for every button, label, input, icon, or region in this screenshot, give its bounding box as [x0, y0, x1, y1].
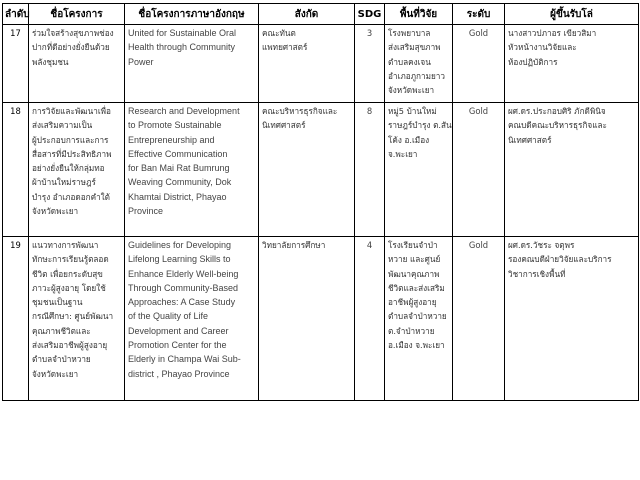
header-level: ระดับ — [453, 4, 505, 25]
project-name-line: แนวทางการพัฒนา — [32, 240, 99, 250]
affiliation — [259, 103, 355, 237]
project-name-en — [125, 103, 259, 237]
row-number: 18 — [3, 103, 29, 237]
table-row — [3, 237, 639, 401]
project-name-en-line: Effective Communication — [128, 148, 228, 159]
project-name — [29, 103, 125, 237]
header-research-area: พื้นที่วิจัย — [385, 4, 453, 25]
project-name-en-line: United for Sustainable Oral — [128, 28, 237, 38]
project-name-en-line: Through Community-Based — [128, 282, 239, 293]
recipient-line: นิเทศศาสตร์ — [508, 134, 552, 145]
project-name-line: อย่างยั่งยืนให้กลุ่มทอ — [32, 163, 105, 174]
project-name-line: ชีวิต เพื่อยกระดับสุข — [32, 268, 103, 279]
sdg-number: 3 — [355, 25, 385, 103]
affiliation-line: คณะทันต — [262, 28, 296, 38]
research-area-line: โค้ง อ.เมือง — [388, 134, 430, 145]
row-number: 17 — [3, 25, 29, 103]
project-name-en-line: Health through Community — [128, 42, 236, 53]
research-area — [385, 237, 453, 401]
project-name-en-line: Development and Career — [128, 325, 229, 336]
recipient-line: ห้องปฏิบัติการ — [508, 56, 558, 67]
affiliation-line: แพทยศาสตร์ — [262, 42, 308, 53]
sdg-number: 8 — [355, 103, 385, 237]
research-area-line: ราษฎร์บำรุง ต.สัน — [388, 120, 452, 131]
award-level: Gold — [453, 103, 505, 237]
project-name-en-line: Research and Development — [128, 106, 240, 116]
research-area — [385, 25, 453, 103]
recipient-line: ผศ.ดร.ประกอบศิริ ภักดีพินิจ — [508, 106, 606, 116]
research-area-line: ชีวิตและส่งเสริม — [388, 282, 445, 293]
affiliation-line: วิทยาลัยการศึกษา — [262, 240, 326, 250]
recipient-line: นางสาวปภาอร เขียวสิมา — [508, 28, 597, 38]
recipient-line: วิชาการเชิงพื้นที่ — [508, 268, 566, 279]
project-name-line: ภาวะผู้สูงอายุ โดยใช้ — [32, 282, 106, 293]
header-sdg: SDG — [355, 4, 385, 25]
research-area-line: อ.เมือง จ.พะเยา — [388, 340, 445, 351]
table-row — [3, 25, 639, 103]
award-level: Gold — [453, 25, 505, 103]
recipient — [505, 103, 639, 237]
project-name-en-line: Guidelines for Developing — [128, 240, 232, 250]
project-name-line: ผู้ประกอบการและการ — [32, 134, 109, 145]
research-area — [385, 103, 453, 237]
project-name-line: กรณีศึกษา: ศูนย์พัฒนา — [32, 311, 114, 322]
project-name-line: บำรุง อำเภอดอกคำใต้ — [32, 191, 111, 202]
research-area-line: อาชีพผู้สูงอายุ — [388, 297, 437, 308]
project-name-line: ผ้าบ้านใหม่ราษฎร์ — [32, 177, 96, 188]
research-area-line: หวาย และศูนย์ — [388, 254, 441, 265]
table-row — [3, 103, 639, 237]
recipient-line: หัวหน้างานวิจัยและ — [508, 42, 577, 53]
affiliation — [259, 237, 355, 401]
research-area-line: โรงพยาบาล — [388, 28, 431, 38]
recipient — [505, 25, 639, 103]
affiliation-line: คณะบริหารธุรกิจและ — [262, 106, 338, 116]
project-name-line: จังหวัดพะเยา — [32, 368, 79, 379]
project-name-en-line: Elderly in Champa Wai Sub- — [128, 354, 241, 365]
project-name-en-line: Enhance Elderly Well-being — [128, 268, 239, 279]
header-project-name-en: ชื่อโครงการภาษาอังกฤษ — [125, 4, 259, 25]
project-name-en-line: to Promote Sustainable — [128, 120, 222, 131]
research-area-line: อำเภอภูกามยาว — [388, 70, 445, 81]
sdg-number: 4 — [355, 237, 385, 401]
project-name — [29, 25, 125, 103]
header-project-name: ชื่อโครงการ — [29, 4, 125, 25]
project-name-line: ชุมชนเป็นฐาน — [32, 297, 83, 308]
research-area-line: พัฒนาคุณภาพ — [388, 268, 440, 279]
project-name-line: ส่งเสริมความเป็น — [32, 120, 93, 131]
recipient-line: คณบดีคณะบริหารธุรกิจและ — [508, 120, 607, 131]
project-name-en-line: Khamtai District, Phayao — [128, 191, 227, 202]
award-level: Gold — [453, 237, 505, 401]
project-name-en-line: Province — [128, 206, 164, 217]
project-name-en-line: of the Quality of Life — [128, 311, 209, 322]
project-name-en-line: Power — [128, 56, 154, 67]
awards-table — [2, 3, 639, 401]
research-area-line: ตำบลจำป่าหวาย — [388, 311, 447, 322]
research-area-line: โรงเรียนจำป่า — [388, 240, 438, 250]
header-affiliation: สังกัด — [259, 4, 355, 25]
research-area-line: จ.พะเยา — [388, 148, 418, 159]
research-area-line: จังหวัดพะเยา — [388, 85, 435, 96]
research-area-line: ต.จำป่าหวาย — [388, 325, 435, 336]
project-name-line: คุณภาพชีวิตและ — [32, 325, 91, 336]
affiliation-line: นิเทศศาสตร์ — [262, 120, 306, 131]
project-name — [29, 237, 125, 401]
recipient — [505, 237, 639, 401]
project-name-en — [125, 25, 259, 103]
project-name-en-line: Entrepreneurship and — [128, 134, 215, 145]
header-recipient: ผู้ขึ้นรับโล่ — [505, 4, 639, 25]
project-name-line: ร่วมใจสร้างสุขภาพช่อง — [32, 28, 114, 38]
project-name-line: พลังชุมชน — [32, 56, 69, 67]
row-number: 19 — [3, 237, 29, 401]
project-name-line: ส่งเสริมอาชีพผู้สูงอายุ — [32, 340, 108, 351]
project-name-en-line: Lifelong Learning Skills to — [128, 254, 231, 265]
project-name-line: สื่อสารที่มีประสิทธิภาพ — [32, 148, 112, 159]
recipient-line: ผศ.ดร.วัชระ จตุพร — [508, 240, 575, 250]
project-name-en-line: Weaving Community, Dok — [128, 177, 232, 188]
research-area-line: ส่งเสริมสุขภาพ — [388, 42, 441, 53]
research-area-line: หมู่5 บ้านใหม่ — [388, 106, 437, 116]
research-area-line: ตำบลคงเจน — [388, 56, 431, 67]
project-name-en-line: Approaches: A Case Study — [128, 297, 236, 308]
project-name-line: ทักษะการเรียนรู้ตลอด — [32, 254, 109, 265]
project-name-en-line: district , Phayao Province — [128, 368, 230, 379]
recipient-line: รองคณบดีฝ่ายวิจัยและบริการ — [508, 254, 612, 265]
project-name-line: ตำบลจำป่าหวาย — [32, 354, 91, 365]
project-name-line: ปากที่ดีอย่างยั่งยืนด้วย — [32, 42, 110, 53]
project-name-line: การวิจัยและพัฒนาเพื่อ — [32, 106, 111, 116]
table-header-row — [3, 4, 639, 25]
project-name-en — [125, 237, 259, 401]
affiliation — [259, 25, 355, 103]
header-no: ลำดับ — [3, 4, 29, 25]
project-name-en-line: for Ban Mai Rat Bumrung — [128, 163, 230, 174]
project-name-en-line: Promotion Center for the — [128, 340, 227, 351]
project-name-line: จังหวัดพะเยา — [32, 206, 79, 217]
